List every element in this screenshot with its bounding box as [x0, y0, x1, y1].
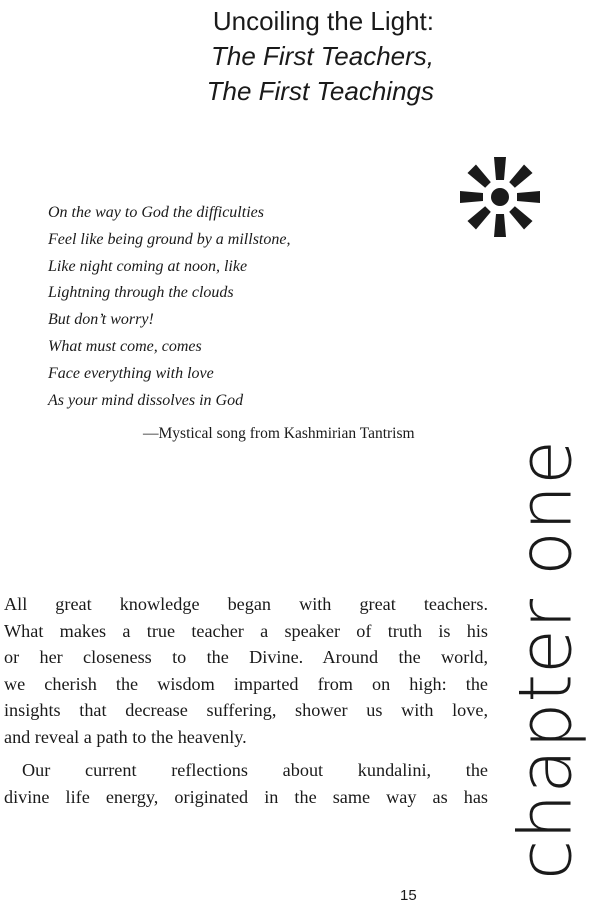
sun-burst-icon — [452, 149, 548, 245]
epigraph-line: As your mind dissolves in God — [48, 391, 244, 409]
body-line: All great knowledge began with great teachers. — [4, 594, 488, 614]
body-text — [4, 591, 488, 810]
body-line: or her closeness to the Divine. Around the world, — [4, 647, 488, 667]
chapter-label-vertical: chapter one — [503, 439, 589, 881]
body-line: What makes a true teacher a speaker of truth is his — [4, 620, 488, 641]
body-line: divine life energy, originated in the same way as has — [4, 786, 488, 807]
epigraph-poem — [48, 200, 290, 414]
chapter-title-line-2: The First Teachers, — [210, 41, 434, 71]
epigraph-line: Like night coming at noon, like — [48, 257, 248, 275]
body-line: Our current reflections about kundalini, the — [22, 760, 488, 780]
body-line: and reveal a path to the heavenly. — [4, 726, 247, 747]
epigraph-line: But don’t worry! — [48, 311, 154, 329]
page-number: 15 — [400, 887, 417, 904]
epigraph-line: What must come, comes — [48, 337, 202, 355]
chapter-title — [207, 4, 434, 109]
epigraph-line: Feel like being ground by a millstone, — [48, 230, 291, 248]
body-line: insights that decrease suffering, shower us with love, — [4, 700, 488, 720]
epigraph-line: Lightning through the clouds — [48, 284, 234, 302]
epigraph-line: On the way to God the difficulties — [48, 204, 264, 221]
epigraph-attribution: —Mystical song from Kashmirian Tantrism — [143, 425, 415, 442]
epigraph-line: Face everything with love — [48, 364, 214, 382]
chapter-title-line-1: Uncoiling the Light: — [212, 6, 434, 36]
chapter-title-line-3: The First Teachings — [206, 76, 434, 106]
body-line: we cherish the wisdom imparted from on high: the — [4, 673, 488, 694]
